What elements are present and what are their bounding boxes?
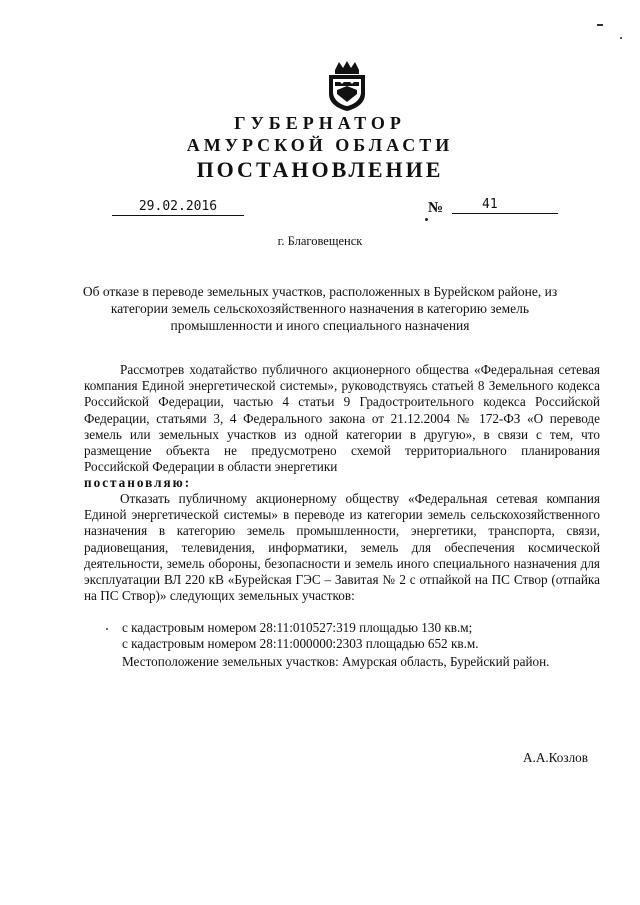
list-item: с кадастровым номером 28:11:010527:319 площадью 130 кв.м;: [122, 620, 473, 635]
coat-of-arms-icon: [325, 60, 369, 112]
scan-speck: [106, 628, 108, 630]
document-type: ПОСТАНОВЛЕНИЕ: [196, 157, 444, 182]
issuer-title: ГУБЕРНАТОР: [234, 113, 406, 133]
scan-speck: [620, 37, 622, 39]
number-sign: №: [428, 200, 444, 216]
ink-mark: [425, 218, 428, 221]
document-number: 41: [452, 197, 558, 214]
body-paragraph-2: Отказать публичному акционерному обществу «Федеральная сетевая компания Единой энергетической системы» в переводе из категории земель сельскохозяйственного назначения в категорию земель промышленности, энергетики, транспорта, связи, радиовещания, телевидения, информатики, земель для обеспечения космической деятельности, земель обороны, безопасности и земель иного специального назначения для эксплуатации ВЛ 220 кВ «Бурейская ГЭС – Завитая № 2 с отпайкой на ПС Створ (отпайка на ПС Створ)» следующих земельных участков:: [84, 491, 600, 604]
scan-mark: [597, 24, 603, 26]
decree-word: постановляю:: [84, 475, 192, 490]
document-city: г. Благовещенск: [277, 234, 363, 248]
document-subject: Об отказе в переводе земельных участков, расположенных в Бурейском районе, из категории земель сельскохозяйственного назначения в категорию земель промышленности и иного специального назначения: [82, 284, 558, 333]
document-date: 29.02.2016: [112, 199, 244, 216]
signer-name: А.А.Козлов: [523, 750, 588, 765]
issuer-region: АМУРСКОЙ ОБЛАСТИ: [186, 135, 454, 155]
list-item: с кадастровым номером 28:11:000000:2303 площадью 652 кв.м.: [122, 636, 479, 651]
body-paragraph-1: Рассмотрев ходатайство публичного акционерного общества «Федеральная сетевая компания Единой энергетической системы», руководствуясь статьей 8 Земельного кодекса Российской Федерации, частью 4 статьи 9 Градостроительного кодекса Российской Федерации, статьями 3, 4 Федерального закона от 21.12.2004 № 172-ФЗ «О переводе земель или земельных участков из одной категории в другую», в связи с тем, что размещение объекта не предусмотрено схемой территориального планирования Российской Федерации в области энергетики: [84, 362, 600, 475]
land-location: Местоположение земельных участков: Амурская область, Бурейский район.: [122, 654, 550, 669]
